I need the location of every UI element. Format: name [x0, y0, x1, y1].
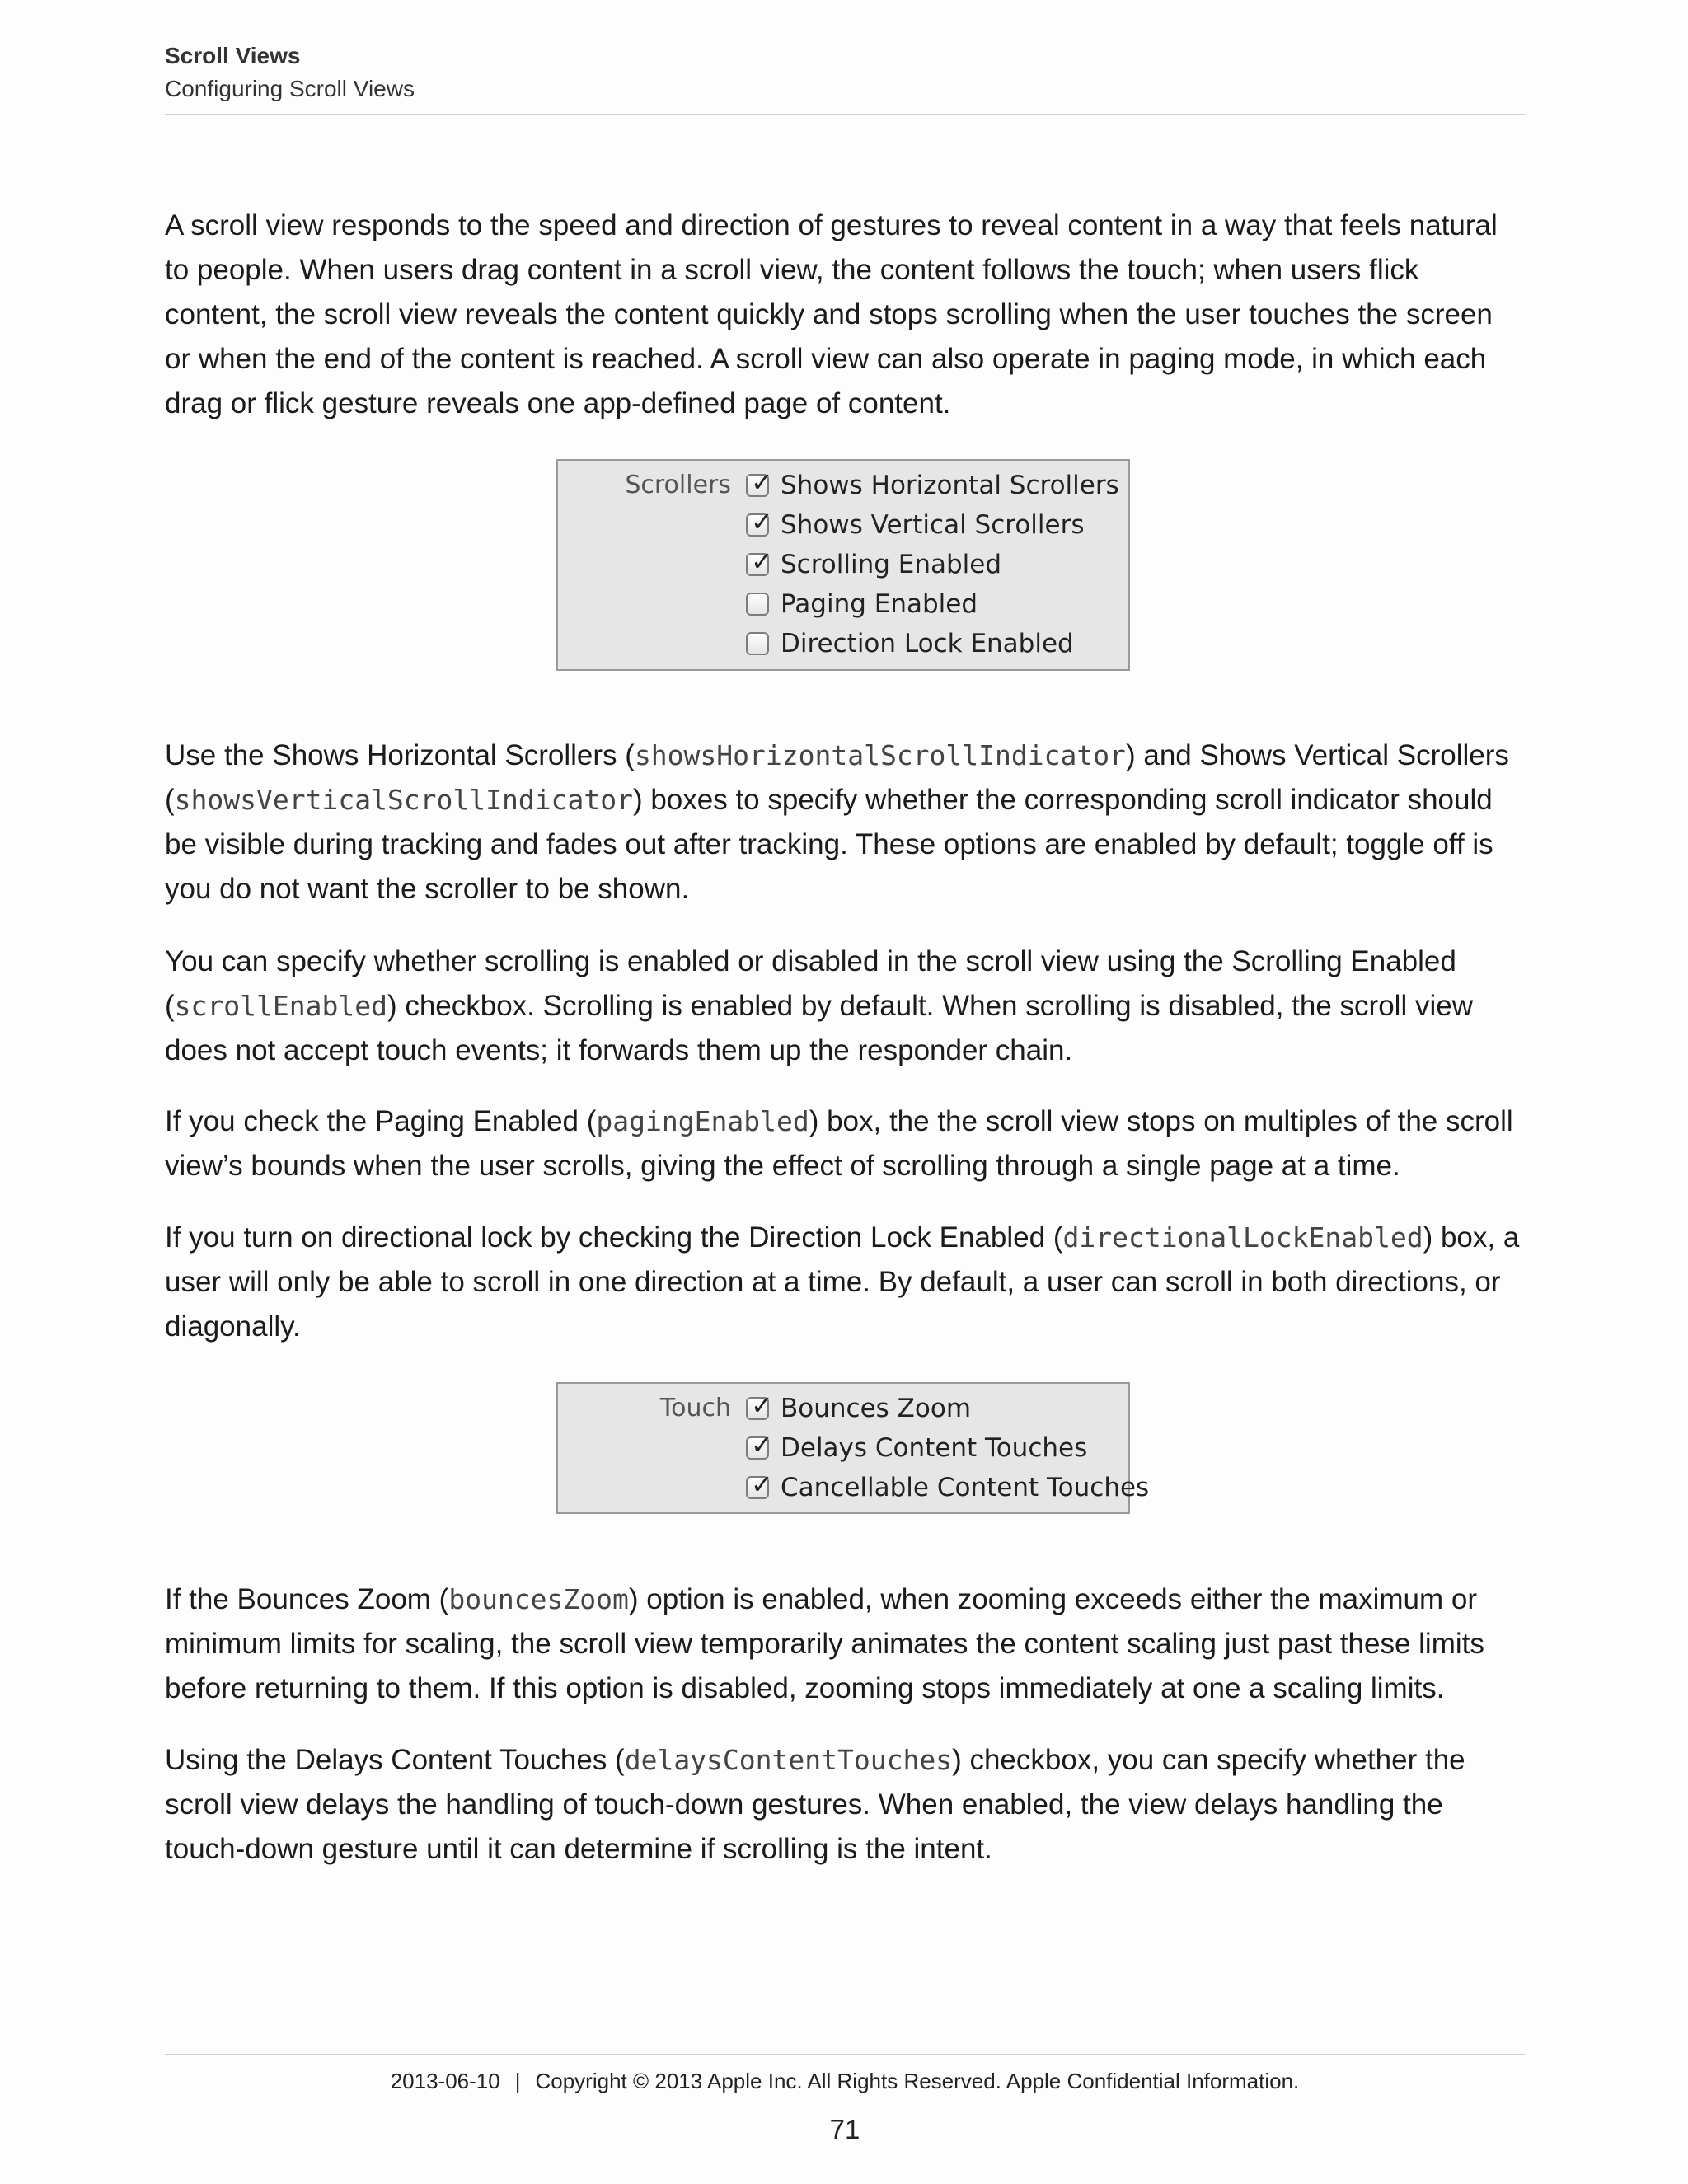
option-cancellable-content-touches[interactable] — [746, 1471, 1149, 1504]
code-directional-lock-enabled: directionalLockEnabled — [1062, 1221, 1423, 1254]
checkbox-unchecked-icon[interactable] — [746, 632, 769, 655]
text-run: If you turn on directional lock by checking the Direction Lock Enabled ( — [165, 1221, 1063, 1254]
touch-panel — [556, 1382, 1150, 1514]
option-label: Bounces Zoom — [781, 1394, 972, 1423]
paragraph-direction-lock — [165, 1216, 1525, 1349]
checkbox-unchecked-icon[interactable] — [746, 593, 769, 616]
option-label: Scrolling Enabled — [781, 550, 1002, 579]
code-scroll-enabled: scrollEnabled — [174, 990, 387, 1022]
text-run: Use the Shows Horizontal Scrollers ( — [165, 739, 635, 771]
text-run: ) option is enabled, when zooming exceeds either the maximum or minimum limits for scaling, the scroll view temporarily animates the content scaling just past these limits before returning to them. If this option is disabled, zooming stops immediately at one a scaling limits. — [165, 1583, 1484, 1704]
option-scrolling-enabled[interactable] — [746, 548, 1001, 581]
paragraph-delays-content-touches — [165, 1738, 1525, 1872]
checkbox-checked-icon[interactable]: ✓ — [746, 1476, 769, 1499]
text-run: ) and Shows Vertical Scrollers ( — [165, 739, 1509, 816]
checkbox-checked-icon[interactable]: ✓ — [746, 513, 769, 537]
paragraph-bounces-zoom — [165, 1577, 1525, 1711]
scrollers-group-label: Scrollers — [625, 471, 731, 499]
checkbox-checked-icon[interactable]: ✓ — [746, 1397, 769, 1420]
footer-copyright: Copyright © 2013 Apple Inc. All Rights Reserved. Apple Confidential Information. — [535, 2069, 1300, 2093]
paragraph-scrollers — [165, 733, 1525, 912]
checkbox-checked-icon[interactable]: ✓ — [746, 1436, 769, 1460]
text-run: Using the Delays Content Touches ( — [165, 1744, 625, 1776]
code-delays-content-touches: delaysContentTouches — [624, 1744, 953, 1776]
checkbox-checked-icon[interactable]: ✓ — [746, 474, 769, 497]
footer-divider — [165, 2054, 1525, 2055]
touch-group-label: Touch — [659, 1394, 731, 1422]
paragraph-scrolling-enabled — [165, 940, 1525, 1073]
text-run: If the Bounces Zoom ( — [165, 1583, 449, 1615]
option-label: Shows Vertical Scrollers — [781, 510, 1085, 540]
option-label: Shows Horizontal Scrollers — [781, 471, 1119, 500]
paragraph-intro: A scroll view responds to the speed and direction of gestures to reveal content in a way that feels natural to people. When users drag content in a scroll view, the content follows the touch; when users flick content, the scroll view reveals the content quickly and stops scrolling when the user touches the screen or when the end of the content is reached. A scroll view can also operate in paging mode, in which each drag or flick gesture reveals one app-defined page of content. — [165, 209, 1498, 419]
code-shows-horizontal-scroll-indicator: showsHorizontalScrollIndicator — [634, 739, 1126, 771]
option-label: Cancellable Content Touches — [781, 1473, 1150, 1502]
text-run: If you check the Paging Enabled ( — [165, 1105, 597, 1137]
page-header — [165, 40, 1525, 105]
section-title: Configuring Scroll Views — [165, 76, 415, 101]
text-run: ) box, the the scroll view stops on multiples of the scroll view’s bounds when the user scrolls, giving the effect of scrolling through a single page at a time. — [165, 1105, 1513, 1182]
text-run: ) box, a user will only be able to scroll in one direction at a time. By default, a user can scroll in both directions, or diagonally. — [165, 1221, 1520, 1343]
option-label: Direction Lock Enabled — [781, 629, 1074, 658]
code-paging-enabled: pagingEnabled — [596, 1105, 809, 1137]
option-bounces-zoom[interactable] — [746, 1392, 971, 1425]
text-run: ) checkbox, you can specify whether the scroll view delays the handling of touch-down gestures. When enabled, the view delays handling the touch-down gesture until it can determine if scrolling is the intent. — [165, 1744, 1465, 1865]
code-bounces-zoom: bouncesZoom — [448, 1583, 629, 1615]
text-run: You can specify whether scrolling is enabled or disabled in the scroll view using the Scrolling Enabled ( — [165, 945, 1456, 1022]
page-number: 71 — [829, 2114, 860, 2144]
option-paging-enabled[interactable] — [746, 588, 978, 621]
text-run: ) checkbox. Scrolling is enabled by default. When scrolling is disabled, the scroll view does not accept touch events; it forwards them up the responder chain. — [165, 990, 1473, 1066]
paragraph-paging-enabled — [165, 1099, 1525, 1188]
text-run: ) boxes to specify whether the corresponding scroll indicator should be visible during tracking and fades out after tracking. These options are enabled by default; toggle off is you do not want the scroller to be shown. — [165, 784, 1493, 905]
option-shows-horizontal-scrollers[interactable] — [746, 466, 1119, 502]
option-shows-vertical-scrollers[interactable] — [746, 506, 1085, 541]
scrollers-panel — [556, 459, 1130, 671]
header-divider — [165, 114, 1525, 115]
footer-date: 2013-06-10 — [390, 2069, 500, 2093]
option-direction-lock-enabled[interactable] — [746, 627, 1074, 660]
footer-separator: | — [514, 2069, 521, 2093]
option-delays-content-touches[interactable] — [746, 1429, 1088, 1465]
page-footer — [165, 2064, 1525, 2097]
code-shows-vertical-scroll-indicator: showsVerticalScrollIndicator — [174, 784, 633, 816]
option-label: Paging Enabled — [781, 589, 978, 619]
chapter-title: Scroll Views — [165, 43, 301, 68]
option-label: Delays Content Touches — [781, 1433, 1088, 1463]
checkbox-checked-icon[interactable]: ✓ — [746, 553, 769, 576]
